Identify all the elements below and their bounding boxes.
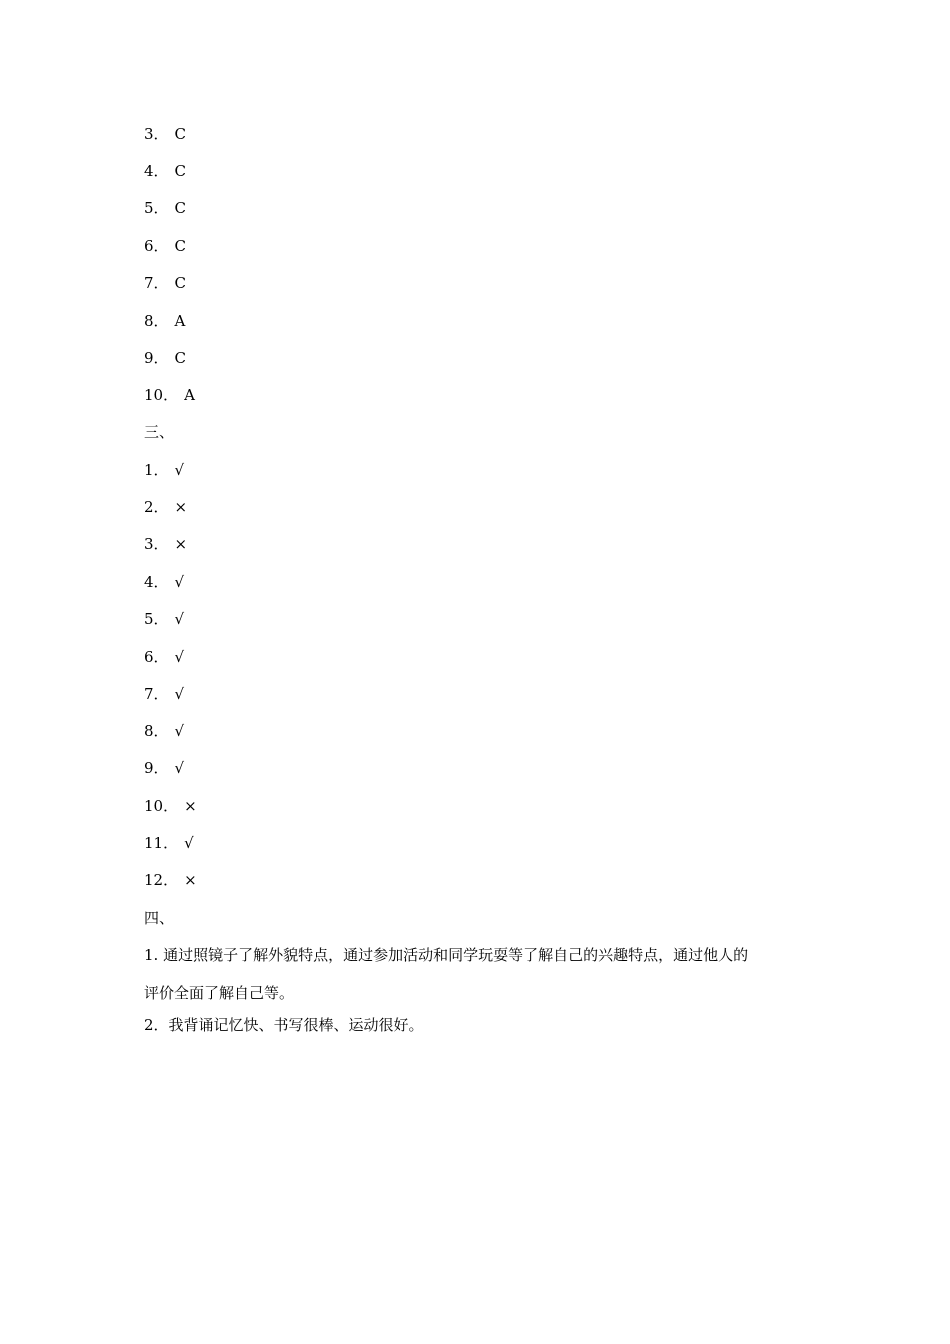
answer-item	[144, 796, 197, 816]
answer-paragraph-line: 2．我背诵记忆快、书写很棒、运动很好。	[144, 1016, 424, 1034]
item-number: 7．	[144, 685, 169, 703]
item-answer: A	[184, 386, 195, 404]
item-answer: √	[174, 461, 185, 479]
item-answer: C	[174, 162, 187, 180]
answer-item	[144, 348, 186, 368]
item-number: 9．	[144, 349, 169, 367]
answer-paragraph-line: 评价全面了解自己等。	[144, 984, 295, 1002]
item-number: 9．	[144, 759, 169, 777]
item-answer: C	[174, 125, 187, 143]
item-number: 10．	[144, 797, 179, 815]
item-number: 8．	[144, 722, 169, 740]
item-answer: ×	[184, 797, 197, 815]
item-number: 3．	[144, 125, 169, 143]
answer-item	[144, 497, 187, 517]
item-number: 8．	[144, 312, 169, 330]
answer-item	[144, 534, 187, 554]
item-number: 3．	[144, 535, 169, 553]
answer-item	[144, 273, 186, 293]
item-answer: √	[184, 834, 194, 852]
answer-item	[144, 460, 184, 480]
item-answer: C	[174, 237, 187, 255]
item-answer: C	[174, 199, 187, 217]
answer-item	[144, 684, 184, 704]
answer-item	[144, 161, 186, 181]
item-answer: ×	[174, 535, 188, 553]
answer-paragraph-line: 1. 通过照镜子了解外貌特点，通过参加活动和同学玩耍等了解自己的兴趣特点，通过他人的	[144, 946, 749, 964]
item-number: 7．	[144, 274, 169, 292]
item-answer: √	[174, 759, 185, 777]
item-answer: ×	[184, 871, 197, 889]
item-answer: √	[174, 648, 185, 666]
section-heading: 四、	[144, 909, 175, 927]
section-heading: 三、	[144, 423, 175, 441]
item-number: 6．	[144, 648, 169, 666]
answer-item	[144, 311, 185, 331]
answer-item	[144, 609, 184, 629]
item-number: 5．	[144, 610, 169, 628]
item-number: 12．	[144, 871, 179, 889]
answer-item	[144, 833, 194, 853]
item-number: 2．	[144, 498, 169, 516]
item-number: 1．	[144, 461, 169, 479]
item-answer: √	[174, 573, 185, 591]
answer-item	[144, 124, 186, 144]
item-number: 6．	[144, 237, 169, 255]
answer-item	[144, 647, 184, 667]
item-answer: √	[174, 685, 185, 703]
answer-item	[144, 198, 186, 218]
item-number: 10．	[144, 386, 179, 404]
item-number: 5．	[144, 199, 169, 217]
item-answer: √	[174, 610, 185, 628]
answer-item	[144, 870, 197, 890]
item-number: 11．	[144, 834, 179, 852]
item-answer: ×	[174, 498, 188, 516]
item-number: 4．	[144, 162, 169, 180]
answer-item	[144, 721, 184, 741]
answer-item	[144, 572, 184, 592]
answer-item	[144, 385, 195, 405]
item-answer: A	[174, 312, 186, 330]
item-answer: C	[174, 274, 187, 292]
item-answer: √	[174, 722, 185, 740]
item-number: 4．	[144, 573, 169, 591]
item-answer: C	[174, 349, 187, 367]
answer-item	[144, 236, 186, 256]
answer-item	[144, 758, 184, 778]
